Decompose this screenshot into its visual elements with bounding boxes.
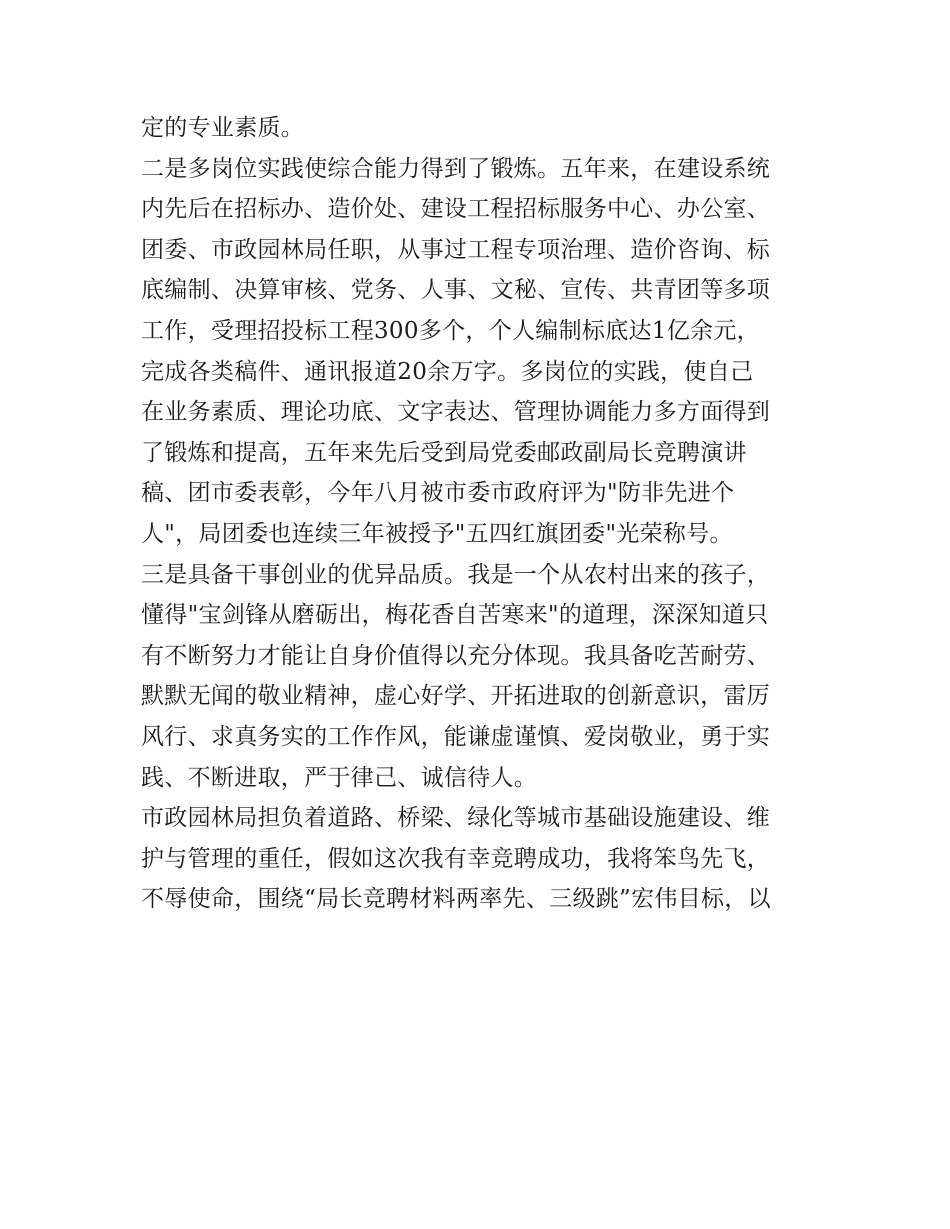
text-line: 工作，受理招投标工程300多个，个人编制标底达1亿余元， [141, 317, 760, 344]
text-line: 完成各类稿件、通讯报道20余万字。多岗位的实践，使自己 [141, 358, 754, 385]
text-line: 默默无闻的敬业精神，虚心好学、开拓进取的创新意识，雷厉 [141, 683, 771, 710]
text-line: 市政园林局担负着道路、桥梁、绿化等城市基础设施建设、维 [141, 805, 771, 832]
text-line: 二是多岗位实践使综合能力得到了锻炼。五年来，在建设系统 [141, 155, 771, 182]
text-line: 三是具备干事创业的优异品质。我是一个从农村出来的孩子， [141, 561, 771, 588]
text-line: 护与管理的重任，假如这次我有幸竞聘成功，我将笨鸟先飞， [141, 845, 771, 872]
text-line: 底编制、决算审核、党务、人事、文秘、宣传、共青团等多项 [141, 277, 771, 304]
text-line: 有不断努力才能让自身价值得以充分体现。我具备吃苦耐劳、 [141, 642, 771, 669]
text-line: 人"，局团委也连续三年被授予"五四红旗团委"光荣称号。 [141, 520, 733, 547]
text-line: 团委、市政园林局任职，从事过工程专项治理、造价咨询、标 [141, 236, 771, 263]
text-line: 懂得"宝剑锋从磨砺出，梅花香自苦寒来"的道理，深深知道只 [141, 602, 769, 629]
text-line: 定的专业素质。 [141, 115, 305, 141]
text-line: 在业务素质、理论功底、文字表达、管理协调能力多方面得到 [141, 399, 771, 426]
text-line: 风行、求真务实的工作作风，能谦虚谨慎、爱岗敬业，勇于实 [141, 723, 771, 750]
text-line: 不辱使命，围绕“局长竞聘材料两率先、三级跳”宏伟目标，以 [141, 886, 771, 913]
text-line: 内先后在招标办、造价处、建设工程招标服务中心、办公室、 [141, 196, 771, 223]
text-line: 践、不断进取，严于律己、诚信待人。 [141, 764, 538, 791]
document-body [141, 108, 813, 920]
text-line: 稿、团市委表彰，今年八月被市委市政府评为"防非先进个 [141, 480, 735, 507]
text-line: 了锻炼和提高，五年来先后受到局党委邮政副局长竞聘演讲 [141, 439, 747, 466]
